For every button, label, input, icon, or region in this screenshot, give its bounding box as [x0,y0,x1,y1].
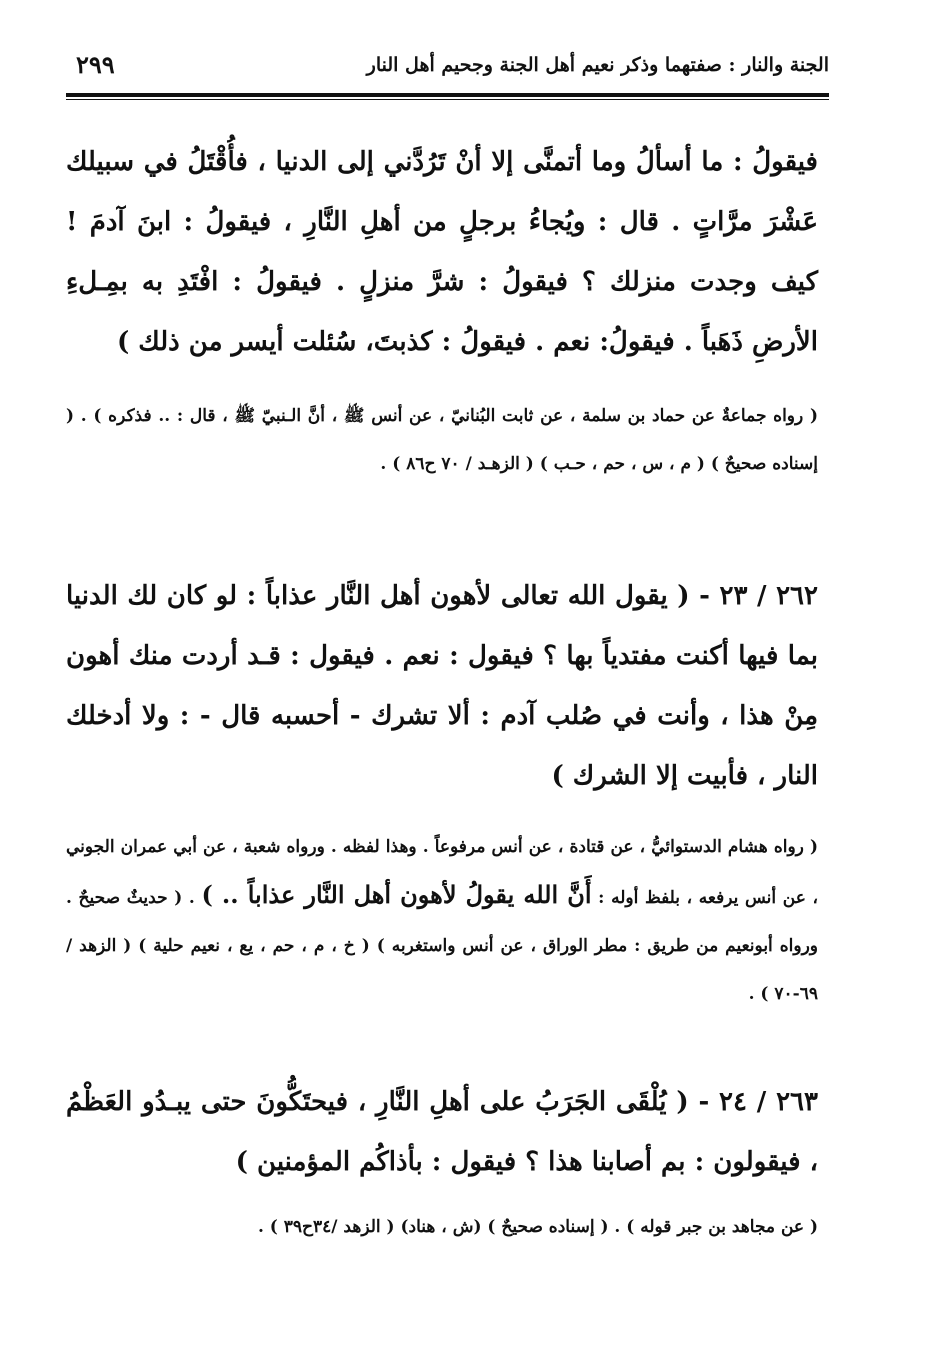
running-title: الجنة والنار : صفتهما وذكر نعيم أهل الجنة وجحيم أهل النار [366,54,829,76]
page-number: ٢٩٩ [76,50,115,79]
footnote-takhrij-3: ( عن مجاهد بن جبر قوله ) . ( إسناده صحيحٌ ) (ش ، هناد) ( الزهد /٣٤ح٣٩ ) . [257,1217,818,1237]
header-rule-thick [66,93,829,97]
page-header [66,48,829,88]
footnote-takhrij-2 [66,823,818,1018]
footnote-2-part-a: ( رواه هشام الدستوائيُّ ، عن قتادة ، عن أنس مرفوعاً . وهذا لفظه . ورواه شعبة ، عن أبي عمران الجوني ، عن أنس يرفعه ، بلفظ أوله : [66,837,818,908]
paragraph-hadith-263: ٢٦٣ / ٢٤ - ( يُلْقَى الجَرَبُ على أهلِ النَّارِ ، فيحتَكُّونَ حتى يبـدُو العَظْمُ ، فيقولون : بم أصابنا هذا ؟ فيقول : بأذاكُم المؤمنين ) [66,1087,818,1177]
footnote-2-part-b: . ( حديثٌ صحيحٌ . ورواه أبونعيم من طريق : مطر الوراق ، عن أنس واستغربه ) ( خ ، م ، حم ، يع ، نعيم حلية ) ( الزهد / ٦٩-٧٠ ) . [66,888,818,1004]
paragraph-hadith-continuation: فيقولُ : ما أسألُ وما أتمنَّى إلا أنْ تَرُدَّني إلى الدنيا ، فأُقْتَلُ في سبيلك عَشْرَ مرَّاتٍ . قال : ويُجاءُ برجلٍ من أهلِ النَّارِ ، فيقولُ : ابنَ آدمَ ! كيف وجدت منزلك ؟ فيقولُ : شرَّ منزلٍ . فيقولُ : افْتَدِ به بمِـلءِ الأرضِ ذَهَباً . فيقولُ: نعم . فيقولُ : كذبتَ، سُئلت أيسر من ذلك ) [66,147,818,357]
paragraph-hadith-262: ٢٦٢ / ٢٣ - ( يقول الله تعالى لأهون أهل النَّار عذاباً : لو كان لك الدنيا بما فيها أكنت مفتدياً بها ؟ فيقول : نعم . فيقول : قـد أردت منك أهون مِنْ هذا ، وأنت في صُلب آدم : ألا تشرك - أحسبه قال - : ولا أدخلك النار ، فأبيت إلا الشرك ) [66,581,818,791]
header-rule-thin [66,99,829,100]
footnote-takhrij-1: ( رواه جماعةٌ عن حماد بن سلمة ، عن ثابت البُنانيّ ، عن أنس ﷺ ، أنَّ الـنبيّ ﷺ ، قال : .. فذكره ) . ( إسناده صحيحٌ ) ( م ، س ، حم ، حـب ) ( الزهـد / ٧٠ ح٨٦ ) . [66,406,818,474]
footnote-2-quoted-hadith: أَنَّ الله يقولُ لأهون أهل النَّار عذاباً .. ) [201,880,592,909]
